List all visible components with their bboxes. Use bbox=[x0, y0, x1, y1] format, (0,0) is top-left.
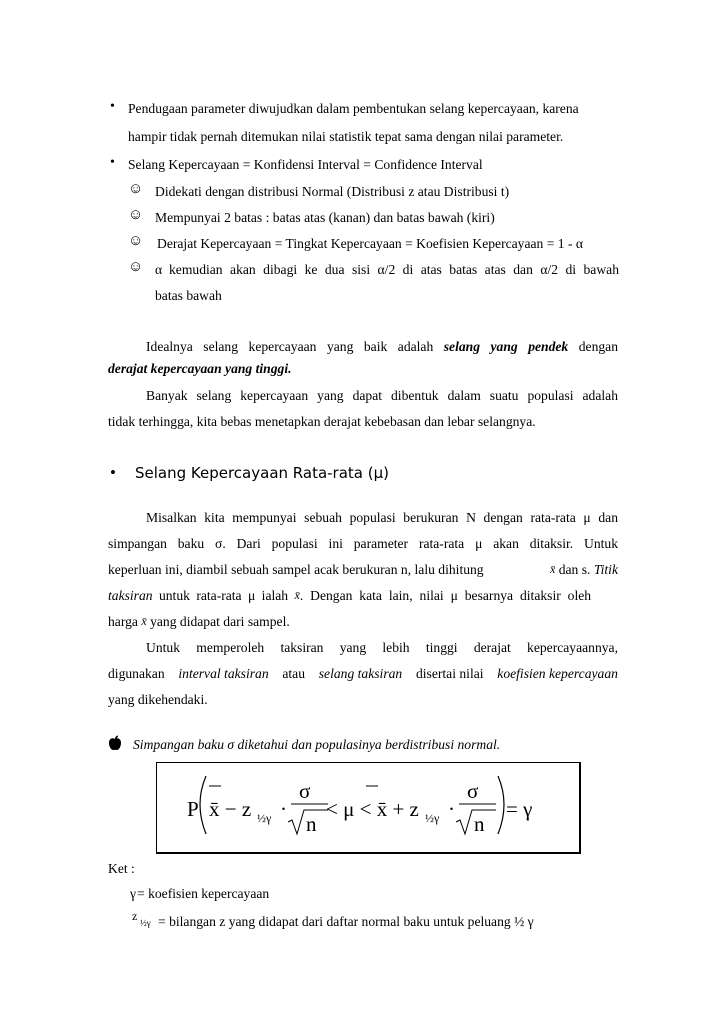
sub-item-4-line-1: kemudian akan dibagi ke dua sisi α/2 di atas batas atas dan α/2 di bawah bbox=[169, 262, 619, 277]
para1-text-end: dengan bbox=[568, 339, 618, 354]
formula-middle: < μ < x̄ + z bbox=[326, 797, 419, 821]
bullet-2-line-1: Selang Kepercayaan = Konfidensi Interval = Confidence Interval bbox=[128, 157, 483, 172]
para4-l2-italic-2: selang taksiran bbox=[318, 666, 403, 681]
para2-line-1: Banyak selang kepercayaan yang dapat dibentuk dalam suatu populasi adalah bbox=[146, 388, 618, 403]
xbar-symbol: x̄ bbox=[549, 562, 556, 576]
para4-line-1: Untuk memperoleh taksiran yang lebih tinggi derajat kepercayaannya, bbox=[146, 640, 618, 655]
case-heading: Simpangan baku σ diketahui dan populasinya berdistribusi normal. bbox=[133, 737, 501, 752]
para1-emphasis-2: derajat kepercayaan yang tinggi. bbox=[108, 361, 292, 376]
smile-icon: ☺ bbox=[128, 233, 144, 249]
para3-l3-italic: Titik bbox=[593, 562, 618, 577]
para1-text: Idealnya selang kepercayaan yang baik adalah bbox=[146, 339, 444, 354]
ket-z-subscript: ½γ bbox=[140, 918, 151, 928]
sub-item-1: Didekati dengan distribusi Normal (Distribusi z atau Distribusi t) bbox=[155, 184, 510, 199]
formula-sigma: σ bbox=[299, 779, 311, 803]
para3-l3-text-2: dan s. bbox=[555, 562, 594, 577]
formula-left-term: x̄ − z bbox=[209, 797, 252, 821]
para4-l2-italic: interval taksiran bbox=[178, 666, 269, 681]
ket-gamma-symbol: γ bbox=[130, 886, 137, 901]
para3-l4-text: untuk rata-rata μ ialah bbox=[152, 588, 295, 603]
para4-l2-text-2: atau bbox=[278, 666, 309, 681]
para4-l2-text-3: disertai nilai bbox=[412, 666, 487, 681]
bullet-1-line-2: hampir tidak pernah ditemukan nilai statistik tepat sama dengan nilai parameter. bbox=[128, 129, 564, 144]
sub-item-2: Mempunyai 2 batas : batas atas (kanan) dan batas bawah (kiri) bbox=[155, 210, 495, 225]
sub-item-4-alpha: α bbox=[155, 262, 163, 277]
formula-n: n bbox=[306, 812, 317, 836]
para4-line-2 bbox=[108, 666, 618, 682]
para1-emphasis: selang yang pendek bbox=[443, 339, 569, 354]
sub-item-3: Derajat Kepercayaan = Tingkat Kepercayaan = Koefisien Kepercayaan = 1 - α bbox=[157, 236, 584, 251]
ket-item-2: = bilangan z yang didapat dari daftar normal baku untuk peluang ½ γ bbox=[158, 914, 534, 929]
para3-line-5 bbox=[108, 614, 290, 630]
smile-icon: ☺ bbox=[128, 207, 144, 223]
sub-item-4-line-2: batas bawah bbox=[155, 288, 222, 303]
formula-P: P bbox=[187, 797, 199, 821]
para3-line-3 bbox=[108, 562, 618, 578]
xbar-symbol: x̄ bbox=[141, 614, 147, 628]
formula-dot: · bbox=[280, 797, 287, 821]
para3-l5-text: harga bbox=[108, 614, 142, 629]
para3-l4-text-2: . Dengan kata lain, nilai μ besarnya ditaksir oleh bbox=[299, 588, 592, 603]
paragraph-ideal bbox=[108, 334, 618, 362]
ket-label: Ket : bbox=[108, 861, 135, 876]
para4-l2-text: digunakan bbox=[108, 666, 169, 681]
smile-icon: ☺ bbox=[128, 259, 144, 275]
smile-icon: ☺ bbox=[128, 181, 144, 197]
formula-n-2: n bbox=[474, 812, 485, 836]
formula-dot-2: · bbox=[448, 797, 455, 821]
formula-half-gamma: ½γ bbox=[257, 811, 272, 825]
apple-icon bbox=[108, 735, 122, 751]
para3-l4-italic: taksiran bbox=[108, 588, 153, 603]
xbar-symbol: x̄ bbox=[294, 588, 300, 602]
formula-half-gamma-2: ½γ bbox=[425, 811, 440, 825]
para3-line-2: simpangan baku σ. Dari populasi ini parameter rata-rata μ akan ditaksir. Untuk bbox=[108, 536, 618, 551]
ket-item-1: = koefisien kepercayaan bbox=[137, 886, 270, 901]
para2-line-2: tidak terhingga, kita bebas menetapkan derajat kebebasan dan lebar selangnya. bbox=[108, 414, 536, 429]
para4-l2-italic-3: koefisien kepercayaan bbox=[497, 666, 618, 681]
para3-l5-text-2: yang didapat dari sampel. bbox=[146, 614, 290, 629]
bullet-marker: • bbox=[110, 463, 116, 482]
formula-equals-gamma: = γ bbox=[506, 797, 533, 821]
ket-z-symbol: z bbox=[132, 909, 138, 923]
para3-l3-text: keperluan ini, diambil sebuah sampel acak berukuran n, lalu dihitung bbox=[108, 562, 484, 577]
para4-line-3: yang dikehendaki. bbox=[108, 692, 208, 707]
section-heading: Selang Kepercayaan Rata-rata (μ) bbox=[135, 464, 390, 482]
bullet-1-line-1: Pendugaan parameter diwujudkan dalam pembentukan selang kepercayaan, karena bbox=[128, 101, 579, 116]
bullet-marker: • bbox=[110, 155, 115, 170]
bullet-marker: • bbox=[110, 99, 115, 114]
para3-line-1: Misalkan kita mempunyai sebuah populasi berukuran N dengan rata-rata μ dan bbox=[146, 510, 618, 525]
formula-sigma-2: σ bbox=[467, 779, 479, 803]
para3-line-4 bbox=[108, 588, 618, 604]
